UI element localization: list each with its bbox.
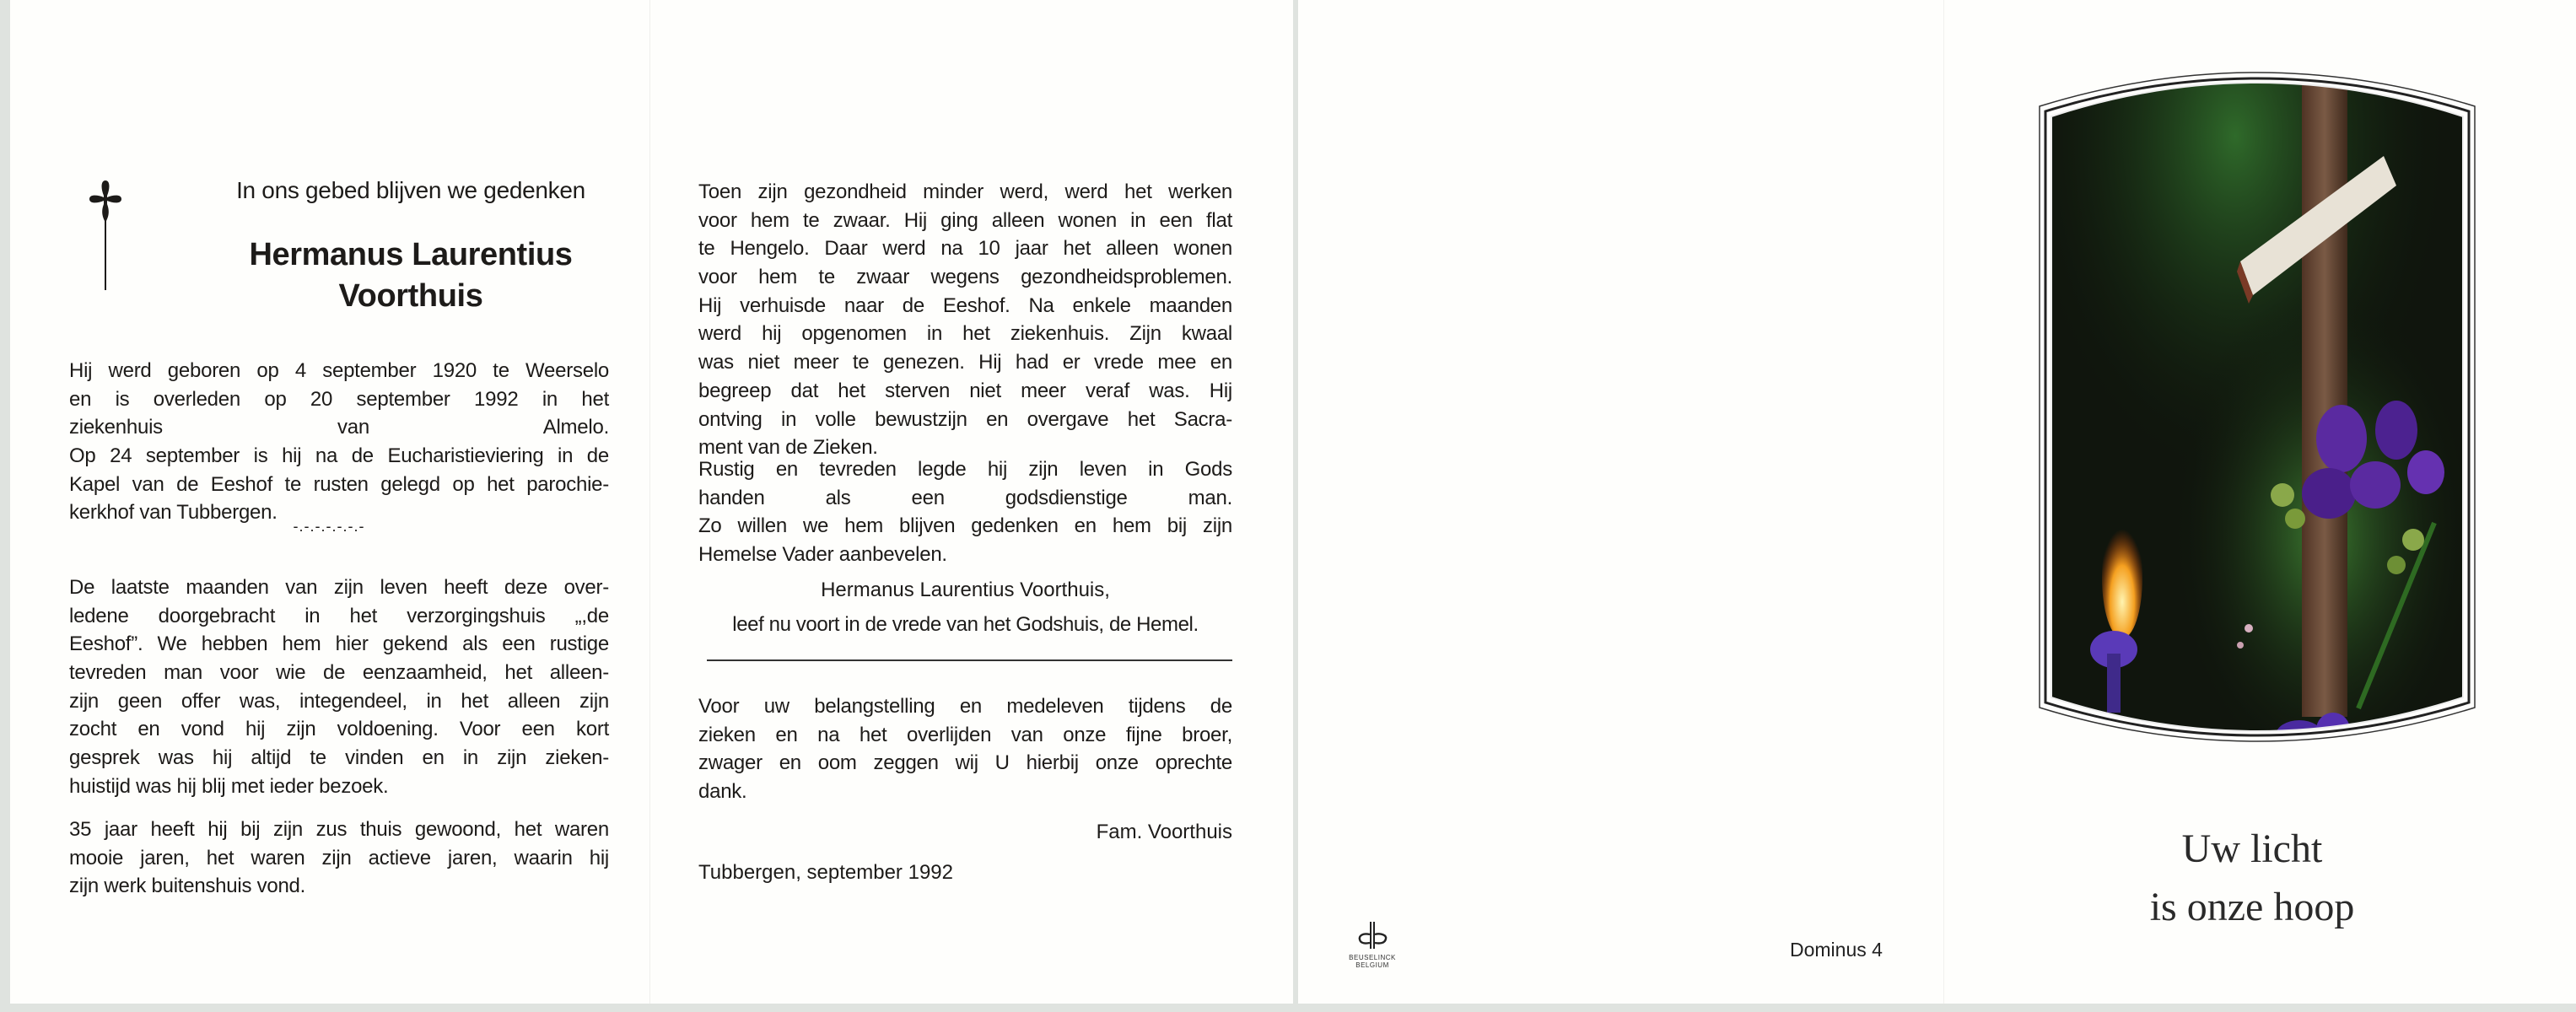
- publisher-logo: [1346, 921, 1398, 969]
- text-line: gesprek was hij altijd te vinden en in zijn zieken-: [69, 746, 609, 770]
- text-line: Hij verhuisde naar de Eeshof. Na enkele maanden: [698, 293, 1232, 317]
- text-line: Hemelse Vader aanbevelen.: [698, 543, 947, 567]
- text-line: zijn werk buitenshuis vond.: [69, 875, 306, 898]
- publisher-logo-icon: [1355, 921, 1389, 950]
- text-line: 35 jaar heeft hij bij zijn zus thuis gewoond, het waren: [69, 818, 609, 841]
- deceased-name: [169, 234, 653, 317]
- closing-name: Hermanus Laurentius Voorthuis,: [821, 579, 1110, 601]
- text-line: en is overleden op 20 september 1992 in het: [69, 387, 609, 411]
- text-line: tevreden man voor wie de eenzaamheid, het alleen-: [69, 661, 609, 685]
- text-line: zijn geen offer was, integendeel, in het alleen zijn: [69, 689, 609, 713]
- name-line: Voorthuis: [338, 278, 483, 314]
- text-line: Op 24 september is hij na de Eucharistieviering in de: [69, 444, 609, 468]
- thanks-paragraph: [698, 692, 1232, 806]
- signature: Fam. Voorthuis: [1096, 821, 1232, 843]
- text-line: ledene doorgebracht in het verzorgingshuis „,de: [69, 604, 609, 627]
- text-line: werd hij opgenomen in het ziekenhuis. Zijn kwaal: [698, 322, 1232, 346]
- life-paragraph-1: [698, 178, 1232, 462]
- text-line: Voor uw belangstelling en medeleven tijdens de: [698, 695, 1232, 718]
- text-line: Zo willen we hem blijven gedenken en hem bij zijn: [698, 514, 1232, 538]
- motto-line: is onze hoop: [2149, 885, 2355, 929]
- divider: [707, 659, 1232, 661]
- text-line: ziekenhuis van Almelo.: [69, 416, 609, 439]
- separator: -.-.-.-.-.-.-: [293, 518, 365, 535]
- text-line: kerkhof van Tubbergen.: [69, 501, 278, 525]
- text-line: was niet meer te genezen. Hij had er vrede mee en: [698, 351, 1232, 374]
- text-line: voor hem te zwaar. Hij ging alleen wonen in een flat: [698, 208, 1232, 232]
- text-line: zieken en na het overlijden van onze fijne broer,: [698, 723, 1232, 746]
- text-line: Hij werd geboren op 4 september 1920 te Weerselo: [69, 359, 609, 382]
- name-line: Hermanus Laurentius: [249, 237, 573, 272]
- publisher-logo-text: [1346, 954, 1398, 969]
- text-line: Toen zijn gezondheid minder werd, werd het werken: [698, 180, 1232, 203]
- life-paragraph-2: [698, 455, 1232, 569]
- motto: [2075, 820, 2429, 936]
- cross-icon: [86, 179, 125, 296]
- text-line: te Hengelo. Daar werd na 10 jaar het alleen wonen: [698, 237, 1232, 261]
- closing-line: leef nu voort in de vrede van het Godshuis, de Hemel.: [732, 613, 1199, 636]
- text-line: handen als een godsdienstige man.: [698, 486, 1232, 509]
- text-line: begreep dat het sterven niet meer veraf was. Hij: [698, 379, 1232, 402]
- fold-line: [1943, 0, 1944, 1004]
- text-line: mooie jaren, het waren zijn actieve jaren, waarin hij: [69, 846, 609, 869]
- intro-text: In ons gebed blijven we gedenken: [236, 177, 585, 203]
- cover-photo: [2038, 51, 2476, 767]
- place-date: Tubbergen, september 1992: [698, 861, 953, 884]
- publisher-country: BELGIUM: [1355, 961, 1389, 969]
- motto-line: Uw licht: [2181, 826, 2323, 871]
- publisher-name: BEUSELINCK: [1349, 954, 1396, 961]
- biography-paragraph-3: [69, 816, 609, 901]
- text-line: De laatste maanden van zijn leven heeft deze over-: [69, 576, 609, 599]
- text-line: ment van de Zieken.: [698, 436, 878, 460]
- text-line: huistijd was hij blij met ieder bezoek.: [69, 774, 389, 798]
- text-line: dank.: [698, 780, 747, 804]
- text-line: Eeshof”. We hebben hem hier gekend als een rustige: [69, 632, 609, 656]
- text-line: voor hem te zwaar wegens gezondheidsproblemen.: [698, 266, 1232, 289]
- card-model: Dominus 4: [1790, 939, 1883, 961]
- fold-line: [649, 0, 650, 1004]
- text-line: zocht en vond hij zijn voldoening. Voor een kort: [69, 718, 609, 741]
- text-line: Rustig en tevreden legde hij zijn leven in Gods: [698, 458, 1232, 481]
- text-line: Kapel van de Eeshof te rusten gelegd op het parochie-: [69, 472, 609, 496]
- biography-paragraph-1: [69, 357, 609, 527]
- text-line: zwager en oom zeggen wij U hierbij onze oprechte: [698, 751, 1232, 775]
- biography-paragraph-2: [69, 573, 609, 801]
- text-line: ontving in volle bewustzijn en overgave het Sacra-: [698, 407, 1232, 431]
